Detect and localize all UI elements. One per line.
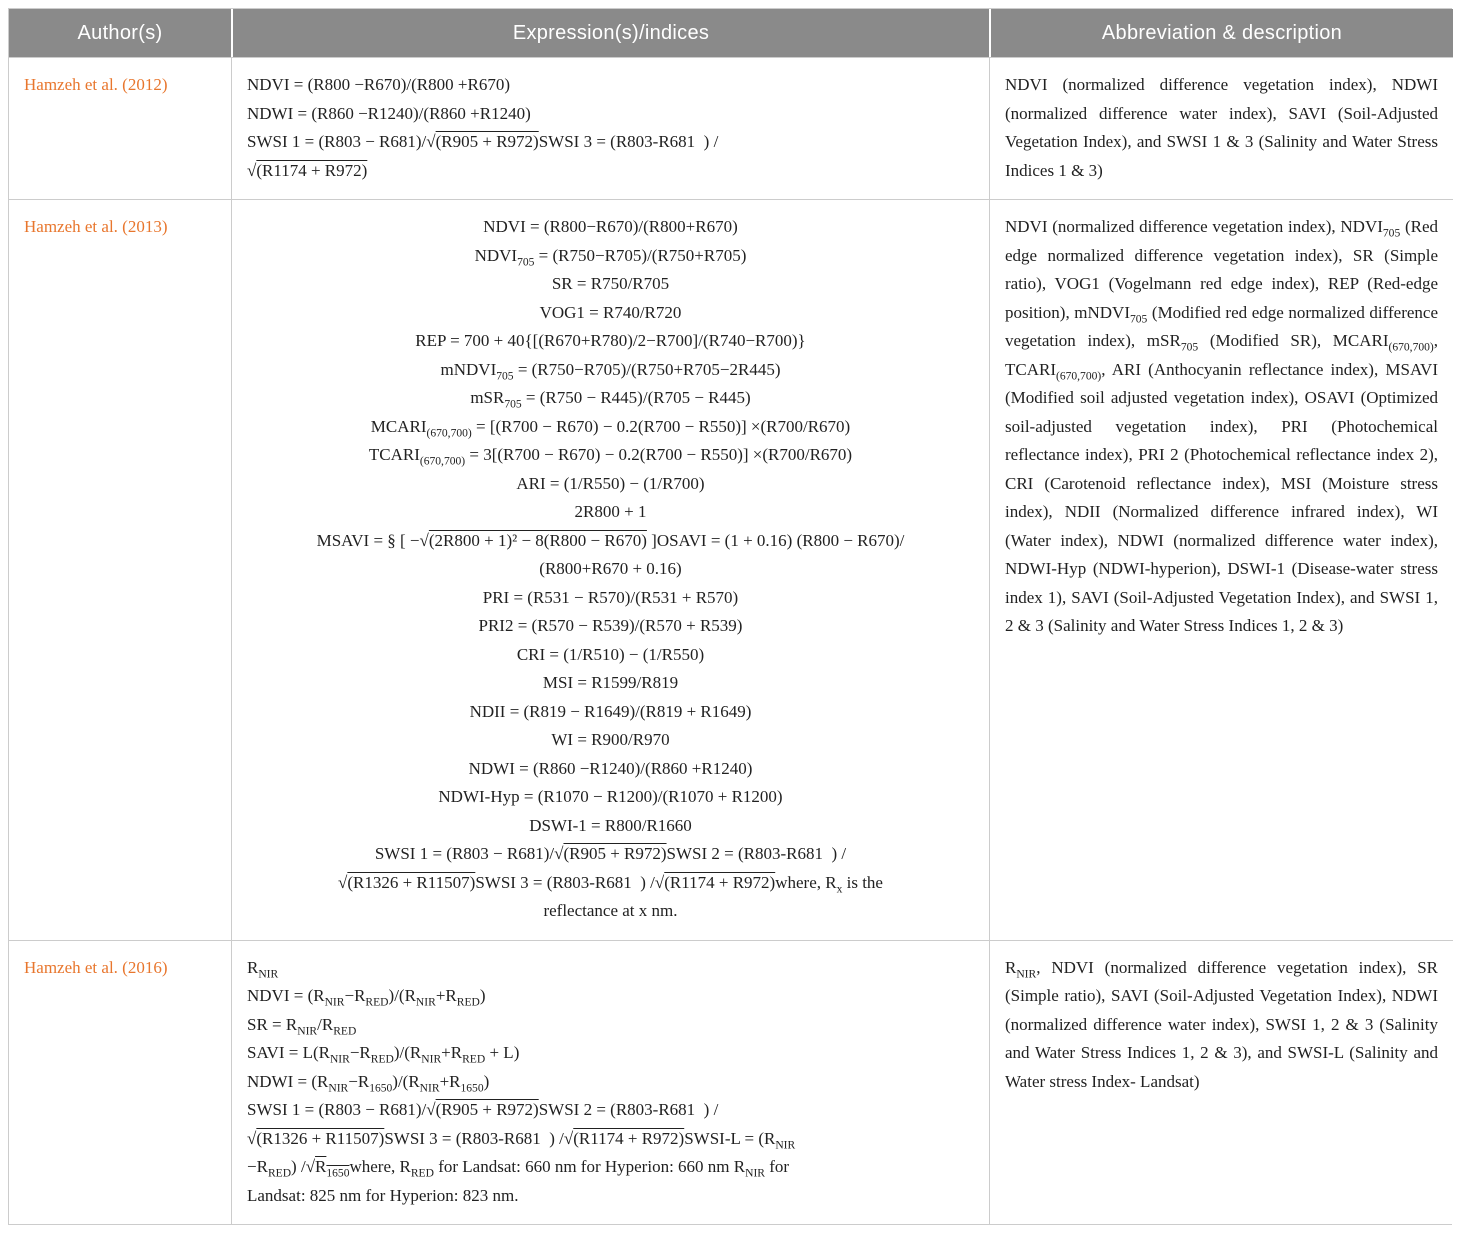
expression-line <box>247 157 974 186</box>
expression-line: mNDVI$_{705}$ = (R750−R705)/(R750+R705−2R445) <box>440 359 781 382</box>
expression-line: DSWI-1 = R800/R1660 <box>529 815 692 835</box>
description-cell <box>989 199 1453 940</box>
expression-line: SAVI = $L(R_{NIR}-R_{RED})/(R_{NIR}+R_{RED} + L)$ <box>247 1043 520 1066</box>
expressions-cell <box>231 57 989 199</box>
sqrt-radical: √(R905 + R972) <box>554 844 667 863</box>
expression-line: $-R_{RED}$) $/√R_{1650}where$, $R_{RED}$ for Landsat: 660 nm for Hyperion: 660 nm $R_{NIR}$ for <box>247 1157 790 1180</box>
author-cell <box>9 199 231 940</box>
description-cell <box>989 940 1453 1225</box>
author-citation-link[interactable]: Hamzeh et al. (2016) <box>24 957 168 977</box>
expression-line: NDVI = $(R_{NIR}-R_{RED})/(R_{NIR}+R_{RED})$ <box>247 986 486 1009</box>
col-header-expressions: Expression(s)/indices <box>231 9 989 57</box>
expression-line: $R_{NIR}$ <box>247 957 279 980</box>
expression-line: (R800+R670 + 0.16) <box>539 559 682 578</box>
expressions-cell <box>231 940 989 1225</box>
expression-line: NDWI = (R860 −R1240)/(R860 +R1240) <box>247 103 531 123</box>
expression-line: SWSI 1 = (R803 − R681)/√(R905 + R972)SWSI 2 = (R803-R681 ) / <box>374 844 847 863</box>
expression-line: $TCARI_{(670,700)} = 3[(R700 - R670) - 0.2(R700 - R550)] \times(R700/R670)$ <box>368 445 853 468</box>
expression-line: NDWI = $(R_{NIR}-R_{1650})/(R_{NIR}+R_{1650})$ <box>247 1071 490 1094</box>
indices-table <box>9 9 1453 1224</box>
header-row <box>9 9 1453 57</box>
expression-line: CRI = (1/R510) − (1/R550) <box>516 644 705 664</box>
expression-line: NDWI-Hyp = (R1070 − R1200)/(R1070 + R1200) <box>438 787 783 806</box>
expression-line: Landsat: 825 nm for Hyperion: 823 nm. <box>247 1185 519 1205</box>
author-citation-link[interactable]: Hamzeh et al. (2013) <box>24 217 168 236</box>
expression-line: reflectance at x nm. <box>543 901 678 920</box>
expression-line: NDVI = (R800−R670)/(R800+R670) <box>483 217 738 236</box>
expressions-cell <box>231 199 989 940</box>
sqrt-radical: √(R905 + R972) <box>426 132 539 151</box>
expression-line: MSI = R1599/R819 <box>542 673 679 692</box>
expression-line: mSR$_{705}$ = (R750 − R445)/(R705 − R445) <box>470 388 751 411</box>
expression-line: √(R1326 + R11507)SWSI 3 = (R803-R681 ) /√(R1174 + R972)SWSI-L = ($R_{NIR}$ <box>247 1128 796 1151</box>
abbreviation-description: NDVI (normalized difference vegetation index), $NDVI_{705}$ (Red edge normalized difference vegetation index), SR (Simple ratio), VOG1 (Vogelmann red edge index), REP (Red-edge position), mNDVI$_{705}$ (Modified red edge normalized difference vegetation index), mSR$_{705}$ (Modified SR), $MCARI_{(670,700)}$, $TCARI_{(670,700)}$, ARI (Anthocyanin reflectance index), MSAVI (Modified soil adjusted vegetation index), OSAVI (Optimized soil-adjusted vegetation index), PRI (Photochemical reflectance index), PRI 2 (Photochemical reflectance index 2), CRI (Carotenoid reflectance index), MSI (Moisture stress index), NDII (Normalized difference infrared index), WI (Water index), NDWI (normalized difference water index), NDWI-Hyp (NDWI-hyperion), DSWI-1 (Disease-water stress index 1), SAVI (Soil-Adjusted Vegetation Index), and SWSI 1, 2 & 3 (Salinity and Water Stress Indices 1, 2 & 3) <box>1005 217 1439 635</box>
paper-table-container <box>8 8 1452 1225</box>
abbreviation-description: $R_{NIR}$, NDVI (normalized difference vegetation index), SR (Simple ratio), SAVI (Soil-Adjusted Vegetation Index), NDWI (normalized difference water index), SWSI 1, 2 & 3 (Salinity and Water Stress Indices 1, 2 & 3), and SWSI-L (Salinity and Water stress Index- Landsat) <box>1005 957 1438 1091</box>
col-header-authors: Author(s) <box>9 9 231 57</box>
sqrt-radical: √(2R800 + 1)² − 8(R800 − R670) <box>419 530 647 550</box>
expression-line: PRI = (R531 − R570)/(R531 + R570) <box>482 587 739 607</box>
expression-line: REP = 700 + 40{[(R670+R780)/2−R700]/(R740−R700)} <box>415 331 806 350</box>
expression-line: 2R800 + 1 <box>574 502 647 521</box>
expression-line: MSAVI = § [ −√(2R800 + 1)² − 8(R800 − R670) ]OSAVI = (1 + 0.16) (R800 − R670)/ <box>316 530 905 550</box>
sqrt-radical: √(R1174 + R972) <box>654 872 776 892</box>
expression-line: NDVI = (R800 −R670)/(R800 +R670) <box>247 75 510 94</box>
abbreviation-description: NDVI (normalized difference vegetation index), NDWI (normalized difference water index), SAVI (Soil-Adjusted Vegetation Index), and SWSI 1 & 3 (Salinity and Water Stress Indices 1 & 3) <box>1005 75 1438 180</box>
expression-line: $MCARI_{(670,700)} = [(R700 - R670) - 0.2(R700 - R550)] \times(R700/R670)$ <box>370 416 851 439</box>
expression-line: PRI2 = (R570 − R539)/(R570 + R539) <box>478 616 743 635</box>
expression-line: √(R1326 + R11507)SWSI 3 = (R803-R681 ) /√(R1174 + R972)where, $R_x$ is the <box>338 872 883 895</box>
author-citation-link[interactable]: Hamzeh et al. (2012) <box>24 75 168 94</box>
expression-line: $NDVI_{705} = (R750-R705)/(R750+R705)$ <box>474 245 747 268</box>
expression-line: WI = R900/R970 <box>551 730 670 749</box>
expression-line: VOG1 = R740/R720 <box>539 302 682 322</box>
sqrt-radical: √(R1174 + R972) <box>247 160 368 180</box>
table-row-hamzeh-2013 <box>9 199 1453 940</box>
table-row-hamzeh-2016 <box>9 940 1453 1225</box>
expression-line: SWSI 1 = (R803 − R681)/√(R905 + R972)SWSI 3 = (R803-R681 ) / <box>247 132 719 151</box>
expression-line: SR = R750/R705 <box>551 274 670 293</box>
col-header-abbreviation: Abbreviation & description <box>989 9 1453 57</box>
expression-line: SR = $R_{NIR}/R_{RED}$ <box>247 1014 357 1037</box>
sqrt-radical: √(R1326 + R11507) <box>247 1128 385 1148</box>
table-row-hamzeh-2012 <box>9 57 1453 199</box>
sqrt-radical: $√R_{1650}$ <box>305 1157 350 1180</box>
expression-line: NDWI = (R860 −R1240)/(R860 +R1240) <box>468 758 753 778</box>
author-cell <box>9 940 231 1225</box>
author-cell <box>9 57 231 199</box>
expression-line: ARI = (1/R550) − (1/R700) <box>516 473 705 493</box>
sqrt-radical: √(R1326 + R11507) <box>338 872 476 892</box>
sqrt-radical: √(R1174 + R972) <box>563 1128 685 1148</box>
sqrt-radical: √(R905 + R972) <box>426 1100 539 1119</box>
description-cell <box>989 57 1453 199</box>
expression-line: NDII = (R819 − R1649)/(R819 + R1649) <box>469 701 752 721</box>
expression-line: SWSI 1 = (R803 − R681)/√(R905 + R972)SWSI 2 = (R803-R681 ) / <box>247 1100 719 1119</box>
